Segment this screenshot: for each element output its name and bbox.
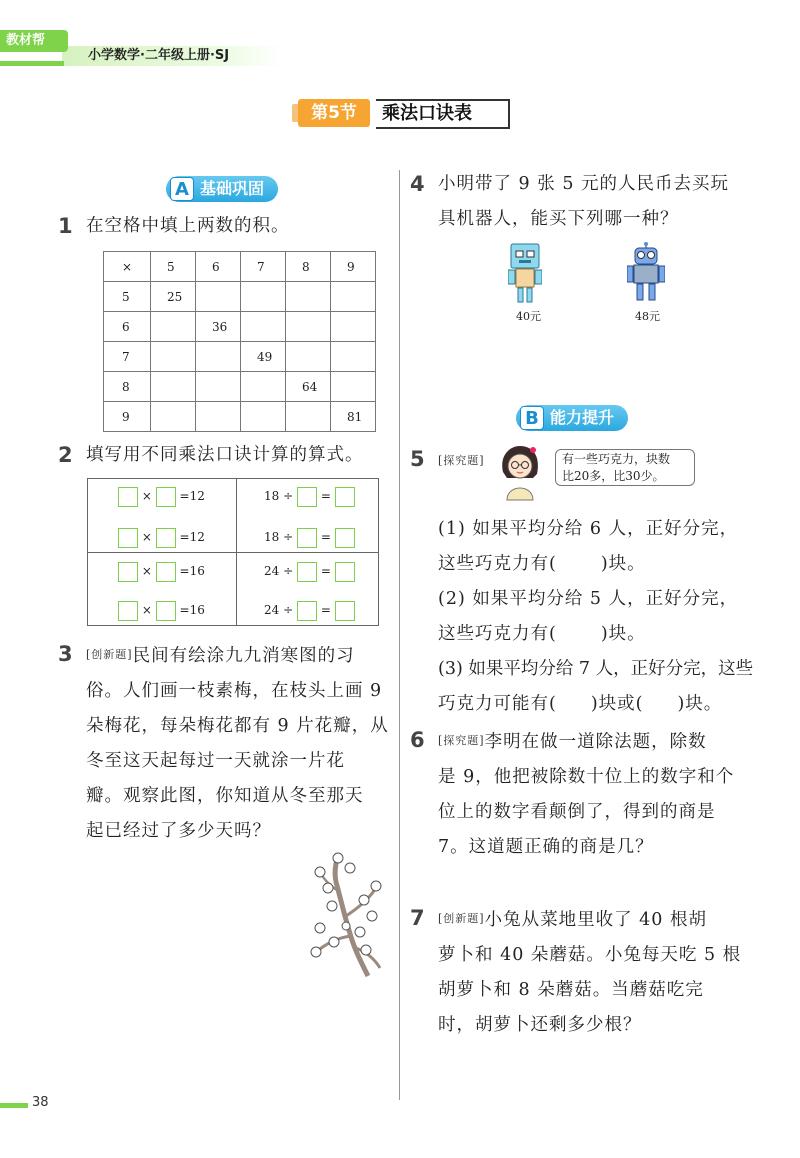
table-row bbox=[104, 342, 376, 372]
table-header-cell: 9 bbox=[104, 402, 151, 432]
table-cell: 25 bbox=[151, 282, 196, 312]
eq-div-row-1: 18 ÷ = bbox=[264, 485, 355, 507]
book-title: 小学数学·二年级上册·SJ bbox=[88, 48, 230, 63]
answer-box[interactable] bbox=[118, 601, 138, 621]
table-cell[interactable] bbox=[241, 312, 286, 342]
table-cell[interactable] bbox=[151, 372, 196, 402]
q2-text: 填写用不同乘法口诀计算的算式。 bbox=[86, 445, 364, 465]
equation-table bbox=[87, 478, 379, 626]
table-cell[interactable] bbox=[331, 282, 376, 312]
table-row bbox=[104, 252, 376, 282]
table-cell[interactable] bbox=[151, 312, 196, 342]
table-cell[interactable] bbox=[241, 402, 286, 432]
table-row bbox=[104, 282, 376, 312]
q5-text: (1) 如果平均分给 6 人，正好分完， 这些巧克力有( )块。 (2) 如果平均分给 5 人，正好分完， 这些巧克力有( )块。 (3) 如果平均分给 7 人，正好分完，这些 巧克力可能有( )块或( )块。 bbox=[438, 519, 754, 714]
table-header-cell: 6 bbox=[196, 252, 241, 282]
answer-box[interactable] bbox=[118, 487, 138, 507]
table-header-cell: 7 bbox=[241, 252, 286, 282]
book-title-band bbox=[62, 46, 282, 66]
section-name: 乘法口诀表 bbox=[376, 99, 510, 129]
answer-box[interactable] bbox=[156, 562, 176, 582]
part-b-label: 能力提升 bbox=[550, 408, 615, 427]
header-accent-line bbox=[0, 61, 64, 66]
q2-number: 2 bbox=[58, 443, 73, 467]
answer-box[interactable] bbox=[156, 528, 176, 548]
answer-box[interactable] bbox=[335, 601, 355, 621]
robot-1-illustration bbox=[508, 242, 542, 304]
q1-number: 1 bbox=[58, 214, 73, 238]
table-row bbox=[104, 402, 376, 432]
robot-1-price: 40元 bbox=[516, 310, 541, 323]
column-divider bbox=[399, 170, 400, 1100]
section-number: 第5节 bbox=[298, 99, 370, 127]
table-cell: 49 bbox=[241, 342, 286, 372]
q6-tag: [探究题] bbox=[438, 734, 485, 747]
part-a-heading bbox=[166, 176, 278, 202]
table-cell[interactable] bbox=[286, 312, 331, 342]
q1-text: 在空格中填上两数的积。 bbox=[86, 216, 290, 236]
table-header-cell: 5 bbox=[104, 282, 151, 312]
q4-number: 4 bbox=[410, 172, 425, 196]
answer-box[interactable] bbox=[297, 601, 317, 621]
table-cell: 64 bbox=[286, 372, 331, 402]
q6-number: 6 bbox=[410, 728, 425, 752]
part-b-heading bbox=[516, 405, 628, 431]
table-cell[interactable] bbox=[241, 372, 286, 402]
equation-table-vline bbox=[236, 479, 237, 625]
q7-text: [创新题]小兔从菜地里收了 40 根胡 萝卜和 40 朵蘑菇。小兔每天吃 5 根 胡萝卜和 8 朵蘑菇。当蘑菇吃完 时，胡萝卜还剩多少根？ bbox=[438, 910, 742, 1035]
page-number-bar bbox=[0, 1103, 28, 1108]
table-cell[interactable] bbox=[196, 402, 241, 432]
table-row bbox=[104, 372, 376, 402]
speech-bubble: 有一些巧克力，块数 比20多，比30少。 bbox=[555, 449, 695, 486]
eq-mul-row-3: × =16 bbox=[118, 560, 205, 582]
robot-2-price: 48元 bbox=[635, 310, 660, 323]
table-header-cell: 5 bbox=[151, 252, 196, 282]
robot-2-illustration bbox=[627, 242, 665, 304]
table-cell[interactable] bbox=[241, 282, 286, 312]
table-header-cell: × bbox=[104, 252, 151, 282]
part-b-letter: B bbox=[520, 406, 544, 430]
table-header-cell: 8 bbox=[104, 372, 151, 402]
eq-div-row-3: 24 ÷ = bbox=[264, 560, 355, 582]
eq-div-row-4: 24 ÷ = bbox=[264, 599, 355, 621]
answer-box[interactable] bbox=[335, 528, 355, 548]
eq-mul-row-4: × =16 bbox=[118, 599, 205, 621]
table-cell[interactable] bbox=[151, 342, 196, 372]
table-cell[interactable] bbox=[286, 342, 331, 372]
table-header-cell: 6 bbox=[104, 312, 151, 342]
q3-text: [创新题]民间有绘涂九九消寒图的习 俗。人们画一枝素梅，在枝头上画 9 朵梅花，每朵梅花都有 9 片花瓣，从 冬至这天起每过一天就涂一片花 瓣。观察此图，你知道从冬至那天 起已经过了多少天吗？ bbox=[86, 646, 389, 841]
table-cell[interactable] bbox=[151, 402, 196, 432]
table-cell: 36 bbox=[196, 312, 241, 342]
q3-tag: [创新题] bbox=[86, 648, 133, 661]
page-number: 38 bbox=[32, 1095, 49, 1110]
q4-text: 小明带了 9 张 5 元的人民币去买玩 具机器人，能买下列哪一种？ bbox=[438, 174, 730, 229]
table-row bbox=[104, 312, 376, 342]
table-cell[interactable] bbox=[331, 312, 376, 342]
table-cell[interactable] bbox=[196, 372, 241, 402]
table-cell[interactable] bbox=[331, 342, 376, 372]
q6-text: [探究题]李明在做一道除法题，除数 是 9，他把被除数十位上的数字和个 位上的数字看颠倒了，得到的商是 7。这道题正确的商是几？ bbox=[438, 732, 735, 857]
q5-number: 5 bbox=[410, 447, 425, 471]
part-a-label: 基础巩固 bbox=[200, 179, 265, 198]
q3-number: 3 bbox=[58, 642, 73, 666]
table-header-cell: 9 bbox=[331, 252, 376, 282]
table-cell[interactable] bbox=[286, 402, 331, 432]
q7-tag: [创新题] bbox=[438, 912, 485, 925]
answer-box[interactable] bbox=[335, 487, 355, 507]
q5-tag: [探究题] bbox=[438, 454, 485, 467]
plum-branch-illustration bbox=[306, 852, 388, 978]
eq-div-row-2: 18 ÷ = bbox=[264, 526, 355, 548]
answer-box[interactable] bbox=[297, 487, 317, 507]
answer-box[interactable] bbox=[297, 528, 317, 548]
equation-table-hline bbox=[88, 552, 378, 553]
table-header-cell: 7 bbox=[104, 342, 151, 372]
header-badge: 教材帮 bbox=[0, 30, 68, 52]
table-cell[interactable] bbox=[196, 342, 241, 372]
answer-box[interactable] bbox=[297, 562, 317, 582]
multiplication-table bbox=[103, 251, 376, 432]
section-title bbox=[292, 97, 510, 130]
table-header-cell: 8 bbox=[286, 252, 331, 282]
eq-mul-row-2: × =12 bbox=[118, 526, 205, 548]
table-cell[interactable] bbox=[331, 372, 376, 402]
answer-box[interactable] bbox=[118, 528, 138, 548]
answer-box[interactable] bbox=[156, 487, 176, 507]
part-a-letter: A bbox=[170, 177, 194, 201]
q7-number: 7 bbox=[410, 906, 425, 930]
table-cell: 81 bbox=[331, 402, 376, 432]
answer-box[interactable] bbox=[118, 562, 138, 582]
answer-box[interactable] bbox=[156, 601, 176, 621]
table-cell[interactable] bbox=[286, 282, 331, 312]
table-cell[interactable] bbox=[196, 282, 241, 312]
answer-box[interactable] bbox=[335, 562, 355, 582]
eq-mul-row-1: × =12 bbox=[118, 485, 205, 507]
girl-avatar-illustration bbox=[497, 444, 543, 502]
